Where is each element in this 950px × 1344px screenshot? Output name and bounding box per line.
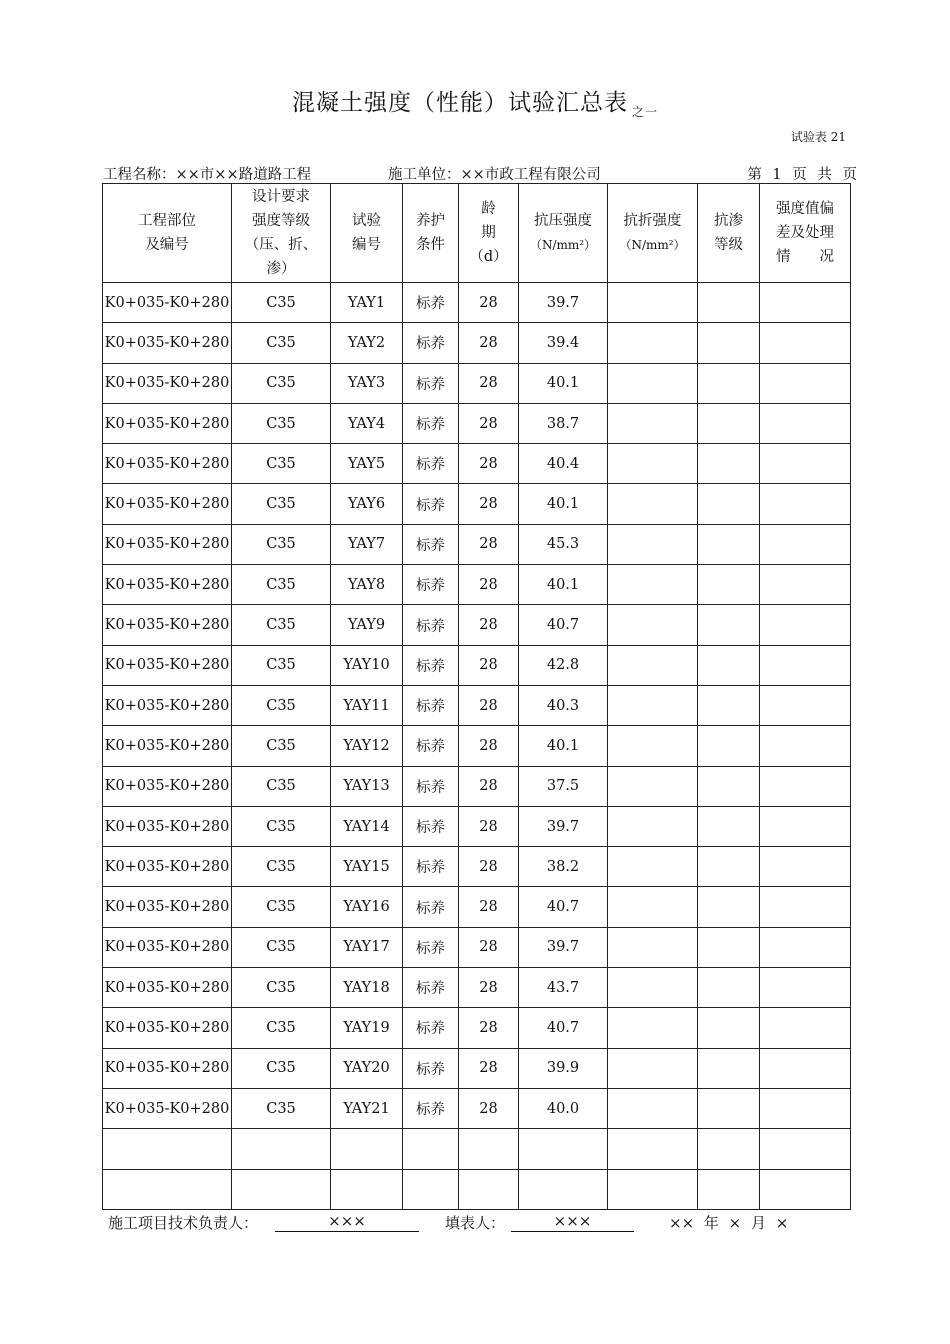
col-header-line: 抗渗 [714,213,743,229]
cell-flexural [608,403,698,443]
cell-location: K0+035-K0+280 [103,726,232,766]
cell-location: K0+035-K0+280 [103,323,232,363]
cell-flexural [608,927,698,967]
col-header-compressive [519,184,608,283]
cell-deviation [760,968,851,1008]
cell-impermeability [698,1008,760,1048]
col-header-impermeability [698,184,760,283]
cell-grade: C35 [232,685,331,725]
cell-location: K0+035-K0+280 [103,927,232,967]
cell-test-no: YAY15 [331,847,403,887]
col-header-line: 期 [481,225,496,241]
cell-flexural [608,363,698,403]
cell-deviation [760,403,851,443]
cell-impermeability [698,1129,760,1169]
table-row [103,1048,851,1088]
cell-deviation [760,323,851,363]
cell-compressive: 39.7 [519,927,608,967]
cell-deviation [760,1048,851,1088]
cell-compressive: 39.7 [519,806,608,846]
cell-deviation [760,524,851,564]
cell-compressive: 43.7 [519,968,608,1008]
cell-impermeability [698,283,760,323]
cell-curing: 标养 [403,484,459,524]
cell-grade: C35 [232,1008,331,1048]
cell-curing: 标养 [403,363,459,403]
cell-impermeability [698,565,760,605]
table-row [103,766,851,806]
table-header-row [103,184,851,283]
col-header-line: 养护 [416,213,445,229]
cell-test-no: YAY3 [331,363,403,403]
cell-grade: C35 [232,403,331,443]
cell-deviation [760,283,851,323]
cell-curing: 标养 [403,887,459,927]
cell-flexural [608,1048,698,1088]
cell-flexural [608,484,698,524]
cell-curing: 标养 [403,403,459,443]
cell-test-no: YAY11 [331,685,403,725]
cell-compressive: 40.1 [519,484,608,524]
table-row [103,283,851,323]
cell-test-no: YAY19 [331,1008,403,1048]
cell-curing: 标养 [403,726,459,766]
cell-location [103,1169,232,1209]
table-row [103,605,851,645]
cell-impermeability [698,444,760,484]
cell-curing: 标养 [403,847,459,887]
cell-grade: C35 [232,645,331,685]
cell-flexural [608,766,698,806]
cell-impermeability [698,968,760,1008]
cell-compressive: 39.7 [519,283,608,323]
cell-impermeability [698,766,760,806]
table-row [103,484,851,524]
col-header-line: （压、折、 [244,237,318,253]
header-info [103,163,857,183]
cell-age: 28 [459,1048,519,1088]
form-number: 试验表 21 [790,130,846,144]
cell-age [459,1169,519,1209]
cell-compressive: 40.7 [519,1008,608,1048]
cell-grade: C35 [232,887,331,927]
cell-age: 28 [459,363,519,403]
cell-test-no: YAY1 [331,283,403,323]
cell-grade: C35 [232,847,331,887]
cell-curing: 标养 [403,927,459,967]
cell-compressive: 40.7 [519,605,608,645]
cell-location [103,1129,232,1169]
cell-deviation [760,927,851,967]
cell-age: 28 [459,444,519,484]
cell-deviation [760,605,851,645]
cell-test-no: YAY12 [331,726,403,766]
col-header-age [459,184,519,283]
cell-location: K0+035-K0+280 [103,605,232,645]
cell-flexural [608,968,698,1008]
cell-location: K0+035-K0+280 [103,363,232,403]
cell-location: K0+035-K0+280 [103,484,232,524]
col-header-line: 强度等级 [252,213,310,229]
cell-impermeability [698,363,760,403]
cell-test-no: YAY9 [331,605,403,645]
cell-impermeability [698,645,760,685]
cell-curing: 标养 [403,766,459,806]
cell-flexural [608,726,698,766]
cell-compressive: 40.3 [519,685,608,725]
cell-compressive: 39.4 [519,323,608,363]
cell-curing: 标养 [403,645,459,685]
table-row [103,887,851,927]
cell-impermeability [698,524,760,564]
cell-deviation [760,726,851,766]
table-row [103,806,851,846]
cell-age [459,1129,519,1169]
cell-age: 28 [459,565,519,605]
cell-compressive: 40.1 [519,726,608,766]
cell-deviation [760,444,851,484]
cell-grade: C35 [232,484,331,524]
cell-deviation [760,1088,851,1128]
cell-location: K0+035-K0+280 [103,403,232,443]
col-header-line: 差及处理 [776,225,834,241]
table-row [103,444,851,484]
col-header-test-no [331,184,403,283]
col-header-line: 试验 [352,213,381,229]
cell-impermeability [698,685,760,725]
cell-flexural [608,605,698,645]
cell-deviation [760,1169,851,1209]
cell-location: K0+035-K0+280 [103,645,232,685]
col-header-design [232,184,331,283]
cell-flexural [608,565,698,605]
cell-test-no [331,1169,403,1209]
cell-impermeability [698,1048,760,1088]
cell-location: K0+035-K0+280 [103,1008,232,1048]
col-header-line: 情 况 [776,249,834,265]
cell-location: K0+035-K0+280 [103,968,232,1008]
cell-compressive [519,1129,608,1169]
cell-compressive: 38.7 [519,403,608,443]
cell-grade: C35 [232,323,331,363]
cell-grade: C35 [232,1088,331,1128]
cell-test-no: YAY17 [331,927,403,967]
cell-location: K0+035-K0+280 [103,806,232,846]
cell-test-no: YAY6 [331,484,403,524]
cell-compressive: 40.1 [519,363,608,403]
cell-deviation [760,766,851,806]
cell-curing: 标养 [403,524,459,564]
cell-test-no: YAY13 [331,766,403,806]
col-header-curing [403,184,459,283]
cell-compressive: 38.2 [519,847,608,887]
cell-curing: 标养 [403,565,459,605]
cell-grade [232,1169,331,1209]
fill-date: ×× 年 × 月 × [669,1214,789,1232]
col-header-line: 强度值偏 [776,201,834,217]
cell-impermeability [698,323,760,363]
cell-curing: 标养 [403,1008,459,1048]
project-name: 工程名称：××市××路道路工程 [103,167,312,183]
cell-deviation [760,1129,851,1169]
cell-flexural [608,283,698,323]
cell-age: 28 [459,403,519,443]
cell-deviation [760,806,851,846]
cell-age: 28 [459,605,519,645]
cell-deviation [760,685,851,725]
cell-grade: C35 [232,1048,331,1088]
table-row [103,685,851,725]
cell-test-no: YAY16 [331,887,403,927]
table-row [103,1008,851,1048]
col-header-line: 抗折强度 [623,213,682,229]
cell-impermeability [698,847,760,887]
cell-grade: C35 [232,806,331,846]
cell-flexural [608,685,698,725]
col-header-line: 工程部位 [138,213,196,229]
cell-impermeability [698,605,760,645]
tech-lead-label: 施工项目技术负责人： [108,1214,259,1232]
cell-compressive [519,1169,608,1209]
cell-impermeability [698,1169,760,1209]
cell-test-no: YAY18 [331,968,403,1008]
cell-age: 28 [459,847,519,887]
col-header-line: 编号 [352,237,381,253]
cell-grade: C35 [232,927,331,967]
col-header-line: 及编号 [145,237,189,253]
cell-flexural [608,887,698,927]
page-title [0,84,950,117]
cell-location: K0+035-K0+280 [103,1048,232,1088]
cell-curing [403,1129,459,1169]
cell-age: 28 [459,484,519,524]
cell-grade: C35 [232,605,331,645]
cell-impermeability [698,484,760,524]
table-row [103,968,851,1008]
col-header-line: 龄 [481,201,496,217]
cell-location: K0+035-K0+280 [103,283,232,323]
table-row [103,645,851,685]
col-header-line: （d） [469,249,508,265]
col-header-line: 等级 [714,237,743,253]
cell-grade: C35 [232,283,331,323]
cell-location: K0+035-K0+280 [103,887,232,927]
cell-curing: 标养 [403,283,459,323]
cell-impermeability [698,806,760,846]
col-header-line: 抗压强度 [534,213,592,229]
cell-age: 28 [459,524,519,564]
cell-location: K0+035-K0+280 [103,565,232,605]
table-row [103,927,851,967]
cell-compressive: 37.5 [519,766,608,806]
cell-compressive: 40.1 [519,565,608,605]
cell-location: K0+035-K0+280 [103,766,232,806]
cell-deviation [760,363,851,403]
table-row [103,403,851,443]
filler-label: 填表人： [445,1214,506,1232]
cell-age: 28 [459,1088,519,1128]
cell-test-no: YAY21 [331,1088,403,1128]
table-row [103,726,851,766]
cell-test-no [331,1129,403,1169]
cell-grade: C35 [232,565,331,605]
cell-location: K0+035-K0+280 [103,444,232,484]
cell-location: K0+035-K0+280 [103,1088,232,1128]
col-header-line: 渗） [266,261,296,277]
col-header-line: 设计要求 [252,189,310,205]
cell-curing: 标养 [403,968,459,1008]
cell-curing: 标养 [403,1088,459,1128]
table-row [103,1129,851,1169]
col-header-unit: （N/mm²） [529,238,597,252]
cell-flexural [608,806,698,846]
cell-grade: C35 [232,363,331,403]
cell-test-no: YAY5 [331,444,403,484]
cell-impermeability [698,927,760,967]
cell-grade [232,1129,331,1169]
cell-flexural [608,1088,698,1128]
cell-curing [403,1169,459,1209]
cell-compressive: 39.9 [519,1048,608,1088]
cell-curing: 标养 [403,685,459,725]
cell-grade: C35 [232,726,331,766]
cell-flexural [608,645,698,685]
filler-value: ××× [511,1212,634,1232]
cell-deviation [760,645,851,685]
cell-deviation [760,887,851,927]
cell-test-no: YAY20 [331,1048,403,1088]
cell-deviation [760,565,851,605]
cell-flexural [608,444,698,484]
cell-grade: C35 [232,968,331,1008]
col-header-deviation [760,184,851,283]
cell-compressive: 45.3 [519,524,608,564]
cell-flexural [608,323,698,363]
cell-age: 28 [459,766,519,806]
table-row [103,524,851,564]
cell-impermeability [698,403,760,443]
cell-curing: 标养 [403,806,459,846]
title-text: 混凝土强度（性能）试验汇总表 [291,90,628,116]
cell-curing: 标养 [403,605,459,645]
page-info: 第 1 页 共 页 [747,167,857,183]
cell-flexural [608,847,698,887]
cell-test-no: YAY10 [331,645,403,685]
title-suffix: 之一 [631,105,658,119]
results-table [102,183,851,1210]
cell-flexural [608,1169,698,1209]
cell-compressive: 40.0 [519,1088,608,1128]
cell-age: 28 [459,806,519,846]
cell-age: 28 [459,927,519,967]
cell-grade: C35 [232,524,331,564]
cell-test-no: YAY14 [331,806,403,846]
cell-age: 28 [459,726,519,766]
footer-signatures [108,1212,828,1234]
cell-age: 28 [459,968,519,1008]
cell-compressive: 42.8 [519,645,608,685]
cell-age: 28 [459,1008,519,1048]
cell-test-no: YAY4 [331,403,403,443]
cell-deviation [760,1008,851,1048]
cell-age: 28 [459,685,519,725]
col-header-line: 条件 [416,237,445,253]
table-body [103,283,851,1210]
cell-impermeability [698,887,760,927]
cell-age: 28 [459,887,519,927]
cell-test-no: YAY7 [331,524,403,564]
cell-impermeability [698,1088,760,1128]
cell-test-no: YAY2 [331,323,403,363]
col-header-unit: （N/mm²） [619,238,686,252]
cell-curing: 标养 [403,323,459,363]
cell-grade: C35 [232,766,331,806]
table-row [103,363,851,403]
cell-flexural [608,1129,698,1169]
table-row [103,1088,851,1128]
table-row [103,847,851,887]
cell-deviation [760,847,851,887]
cell-test-no: YAY8 [331,565,403,605]
cell-location: K0+035-K0+280 [103,524,232,564]
tech-lead-value: ××× [275,1212,419,1232]
cell-deviation [760,484,851,524]
cell-age: 28 [459,323,519,363]
cell-flexural [608,1008,698,1048]
cell-curing: 标养 [403,444,459,484]
table-row [103,1169,851,1209]
cell-location: K0+035-K0+280 [103,685,232,725]
cell-age: 28 [459,283,519,323]
col-header-location [103,184,232,283]
cell-location: K0+035-K0+280 [103,847,232,887]
cell-grade: C35 [232,444,331,484]
col-header-flexural [608,184,698,283]
cell-compressive: 40.4 [519,444,608,484]
cell-compressive: 40.7 [519,887,608,927]
cell-curing: 标养 [403,1048,459,1088]
cell-age: 28 [459,645,519,685]
table-row [103,323,851,363]
table-row [103,565,851,605]
cell-flexural [608,524,698,564]
cell-impermeability [698,726,760,766]
construction-unit: 施工单位：××市政工程有限公司 [388,167,601,183]
